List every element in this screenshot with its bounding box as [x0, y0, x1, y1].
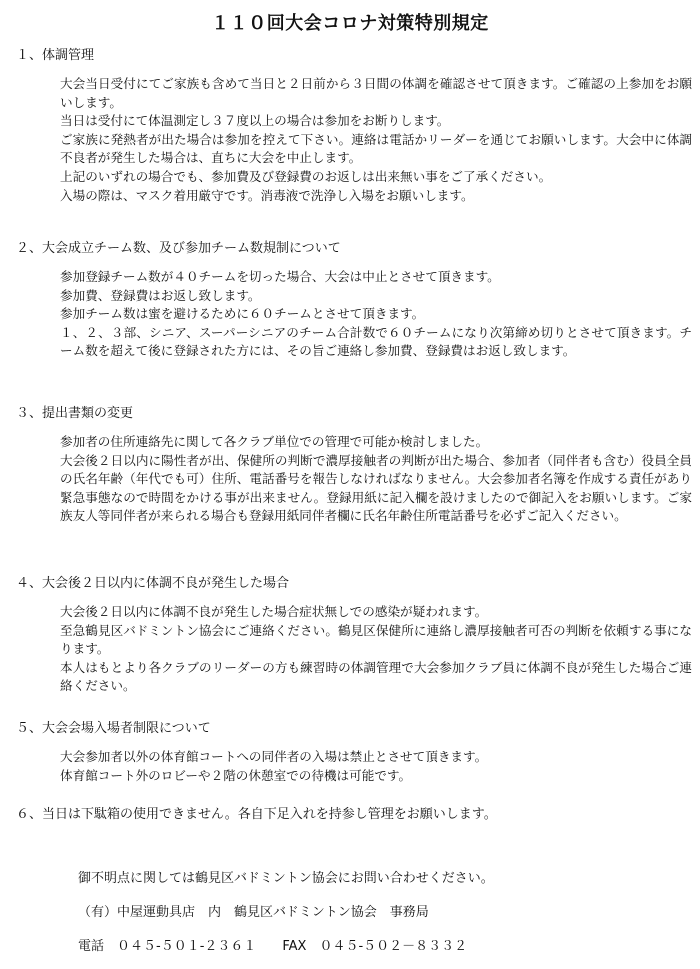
section-body	[60, 433, 692, 526]
section-heading: １、体調管理	[16, 48, 95, 63]
paragraph: 参加者の住所連絡先に関して各クラブ単位での管理で可能か検討しました。	[60, 434, 489, 449]
paragraph: １、２、３部、シニア、スーパーシニアのチーム合計数で６０チームになり次第締め切りとさせて頂きます。チーム数を超えて後に登録された方には、その旨ご連絡し参加費、登録費はお返し致します。	[60, 324, 692, 359]
paragraph: 至急鶴見区バドミントン協会にご連絡ください。鶴見区保健所に連絡し濃厚接触者可否の判断を依頼する事になります。	[60, 622, 692, 657]
paragraph: 体育館コート外のロビーや２階の休憩室での待機は可能です。	[60, 767, 412, 783]
footer-office: （有）中屋運動具店 内 鶴見区バドミントン協会 事務局	[78, 905, 429, 920]
paragraph: 当日は受付にて体温測定し３７度以上の場合は参加をお断りします。	[60, 113, 450, 129]
section-body	[60, 268, 692, 361]
section-documents	[16, 405, 692, 526]
paragraph: 参加登録チーム数が４０チームを切った場合、大会は中止とさせて頂きます。	[60, 269, 500, 284]
paragraph: 参加費、登録費はお返し致します。	[60, 287, 261, 303]
section-heading: ５、大会会場入場者制限について	[16, 721, 211, 736]
footer-inquiry: 御不明点に関しては鶴見区バドミントン協会にお問い合わせください。	[78, 871, 494, 886]
paragraph: ご家族に発熱者が出た場合は参加を控えて下さい。連絡は電話かリーダーを通じてお願いします。大会中に体調不良者が発生した場合は、直ちに大会を中止します。	[60, 131, 692, 166]
section-heading: ３、提出書類の変更	[16, 406, 134, 421]
section-heading: ４、大会後２日以内に体調不良が発生した場合	[16, 576, 290, 591]
document-title: １１０回大会コロナ対策特別規定	[211, 13, 489, 34]
section-team-count	[16, 240, 692, 361]
paragraph: 大会当日受付にてご家族も含めて当日と２日前から３日間の体調を確認させて頂きます。ご確認の上参加をお願いします。	[60, 76, 692, 110]
section-body	[60, 748, 692, 785]
paragraph: 入場の際は、マスク着用厳守です。消毒液で洗浄し入場をお願いします。	[60, 187, 474, 203]
paragraph: 大会後２日以内に体調不良が発生した場合症状無しでの感染が疑われます。	[60, 604, 488, 619]
section-heading: ２、大会成立チーム数、及び参加チーム数規制について	[16, 241, 341, 256]
paragraph: 上記のいずれの場合でも、参加費及び登録費のお返しは出来無い事をご了承ください。	[60, 168, 552, 184]
section-venue-entry	[16, 720, 692, 785]
section-body	[60, 603, 692, 696]
section-shoe-locker	[16, 806, 692, 824]
section-body	[60, 75, 692, 205]
footer-contact: 電話 ０４５-５０１-２３６１ FAX ０４５-５０２－８３３２	[78, 939, 468, 954]
paragraph: 大会後２日以内に陽性者が出、保健所の判断で濃厚接触者の判断が出た場合、参加者（同伴者も含む）役員全員の氏名年齢（年代でも可）住所、電話番号を報告しなければなりません。大会参加者名簿を作成する責任があり緊急事態なので時間をかける事が出来ません。登録用紙に記入欄を設けましたので御記入をお願いします。ご家族友人等同伴者が来られる場合も登録用紙同伴者欄に氏名年齢住所電話番号を必ずご記入ください。	[60, 452, 692, 524]
paragraph: 大会参加者以外の体育館コートへの同伴者の入場は禁止とさせて頂きます。	[60, 749, 488, 764]
paragraph: 参加チーム数は蜜を避けるために６０チームとさせて頂きます。	[60, 306, 425, 322]
section-health-management	[16, 47, 692, 205]
section-post-event-illness	[16, 575, 692, 696]
section-heading: ６、当日は下駄箱の使用できません。各自下足入れを持参し管理をお願いします。	[16, 807, 497, 822]
paragraph: 本人はもとより各クラブのリーダーの方も練習時の体調管理で大会参加クラブ員に体調不良が発生した場合ご連絡ください。	[60, 659, 692, 694]
